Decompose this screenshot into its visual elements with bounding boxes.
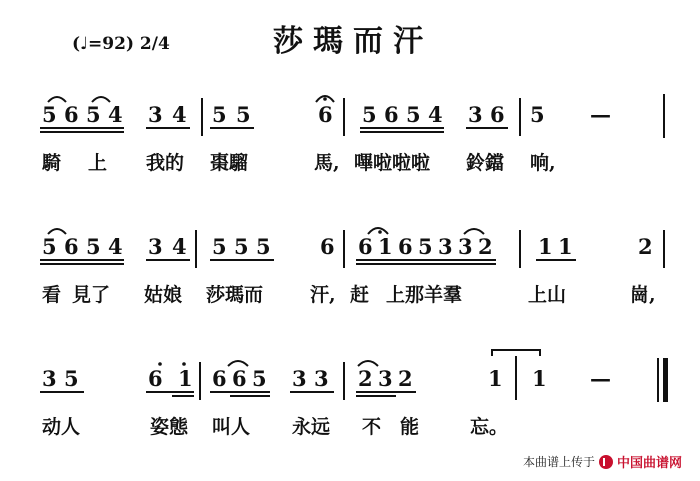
song-title: 莎瑪而汗 [273, 24, 433, 59]
lyric: 忘。 [470, 416, 509, 438]
lyric: 不 [362, 416, 382, 438]
note: 6 [320, 234, 335, 259]
note: 6 [490, 102, 505, 127]
note: 3 [314, 366, 329, 391]
lyric: 嗶啦啦啦 [354, 152, 431, 174]
note: 5 [42, 102, 57, 127]
footer-credit [523, 452, 682, 471]
note: 6 [212, 366, 227, 391]
lyric: 莎瑪而 [206, 284, 264, 306]
lyric: 見了 [72, 284, 111, 306]
notation-line-2 [0, 222, 700, 282]
note: 4 [172, 234, 187, 259]
note: 4 [172, 102, 187, 127]
note: 5 [362, 102, 377, 127]
site-logo-icon [599, 455, 613, 469]
note: 6 [232, 366, 247, 391]
beam-lines [40, 128, 508, 132]
staff-line-2 [0, 222, 700, 342]
note: 2 [358, 366, 373, 391]
note: 5 [86, 234, 101, 259]
note: 6 [64, 234, 79, 259]
note: 1 [178, 366, 193, 391]
note: 1 [538, 234, 553, 259]
dash: — [590, 102, 611, 127]
lyric: 上 [88, 152, 108, 174]
note: 5 [252, 366, 267, 391]
note: 6 [148, 366, 163, 391]
lyric: 我的 [146, 152, 185, 174]
lyric: 鈴鐺 [466, 152, 505, 174]
note: 3 [148, 234, 163, 259]
note: 4 [108, 234, 123, 259]
note: 5 [256, 234, 271, 259]
note: 1 [378, 234, 393, 259]
lyric: 永远 [292, 416, 331, 438]
note: 1 [558, 234, 573, 259]
lyric: 看 [42, 284, 62, 306]
beam-lines [40, 260, 576, 264]
note: 3 [148, 102, 163, 127]
tempo-marking: (♩=92) 2/4 [72, 34, 170, 54]
note: 3 [292, 366, 307, 391]
note: 3 [378, 366, 393, 391]
dash: — [590, 366, 611, 391]
lyric: 騎 [42, 152, 62, 174]
lyric: 馬, [314, 152, 340, 174]
note: 6 [318, 102, 333, 127]
lyric: 棗騮 [210, 152, 249, 174]
note: 6 [384, 102, 399, 127]
lyric: 能 [400, 416, 420, 438]
lyric: 姿態 [150, 416, 189, 438]
note: 3 [42, 366, 57, 391]
lyric: 上那羊羣 [386, 284, 463, 306]
final-barline [658, 358, 668, 402]
beam-lines [40, 392, 416, 396]
footer-brand-link[interactable]: 中国曲谱网 [616, 456, 682, 471]
note: 5 [86, 102, 101, 127]
note: 5 [212, 102, 227, 127]
notation-line-1 [0, 90, 700, 150]
note: 5 [212, 234, 227, 259]
lyric: 汗, [310, 284, 336, 306]
lyric: 动人 [42, 416, 81, 438]
note: 4 [428, 102, 443, 127]
note: 3 [468, 102, 483, 127]
note: 6 [358, 234, 373, 259]
lyric: 上山 [528, 284, 567, 306]
note: 5 [530, 102, 545, 127]
note: 1 [488, 366, 503, 391]
note: 1 [532, 366, 547, 391]
note: 6 [64, 102, 79, 127]
note: 2 [398, 366, 413, 391]
note: 6 [398, 234, 413, 259]
note: 5 [42, 234, 57, 259]
lyric: 崗, [630, 284, 656, 306]
notation-line-3 [0, 354, 700, 414]
note: 5 [418, 234, 433, 259]
note: 5 [64, 366, 79, 391]
lyric: 响, [530, 152, 556, 174]
lyric: 叫人 [212, 416, 251, 438]
note: 3 [438, 234, 453, 259]
note: 2 [478, 234, 493, 259]
note: 4 [108, 102, 123, 127]
note: 5 [234, 234, 249, 259]
footer-text: 本曲谱上传于 [522, 455, 595, 469]
note: 3 [458, 234, 473, 259]
note: 5 [406, 102, 421, 127]
lyric: 赶 [350, 284, 370, 306]
lyric: 姑娘 [144, 284, 183, 306]
note: 5 [236, 102, 251, 127]
staff-line-1 [0, 90, 700, 210]
note: 2 [638, 234, 653, 259]
